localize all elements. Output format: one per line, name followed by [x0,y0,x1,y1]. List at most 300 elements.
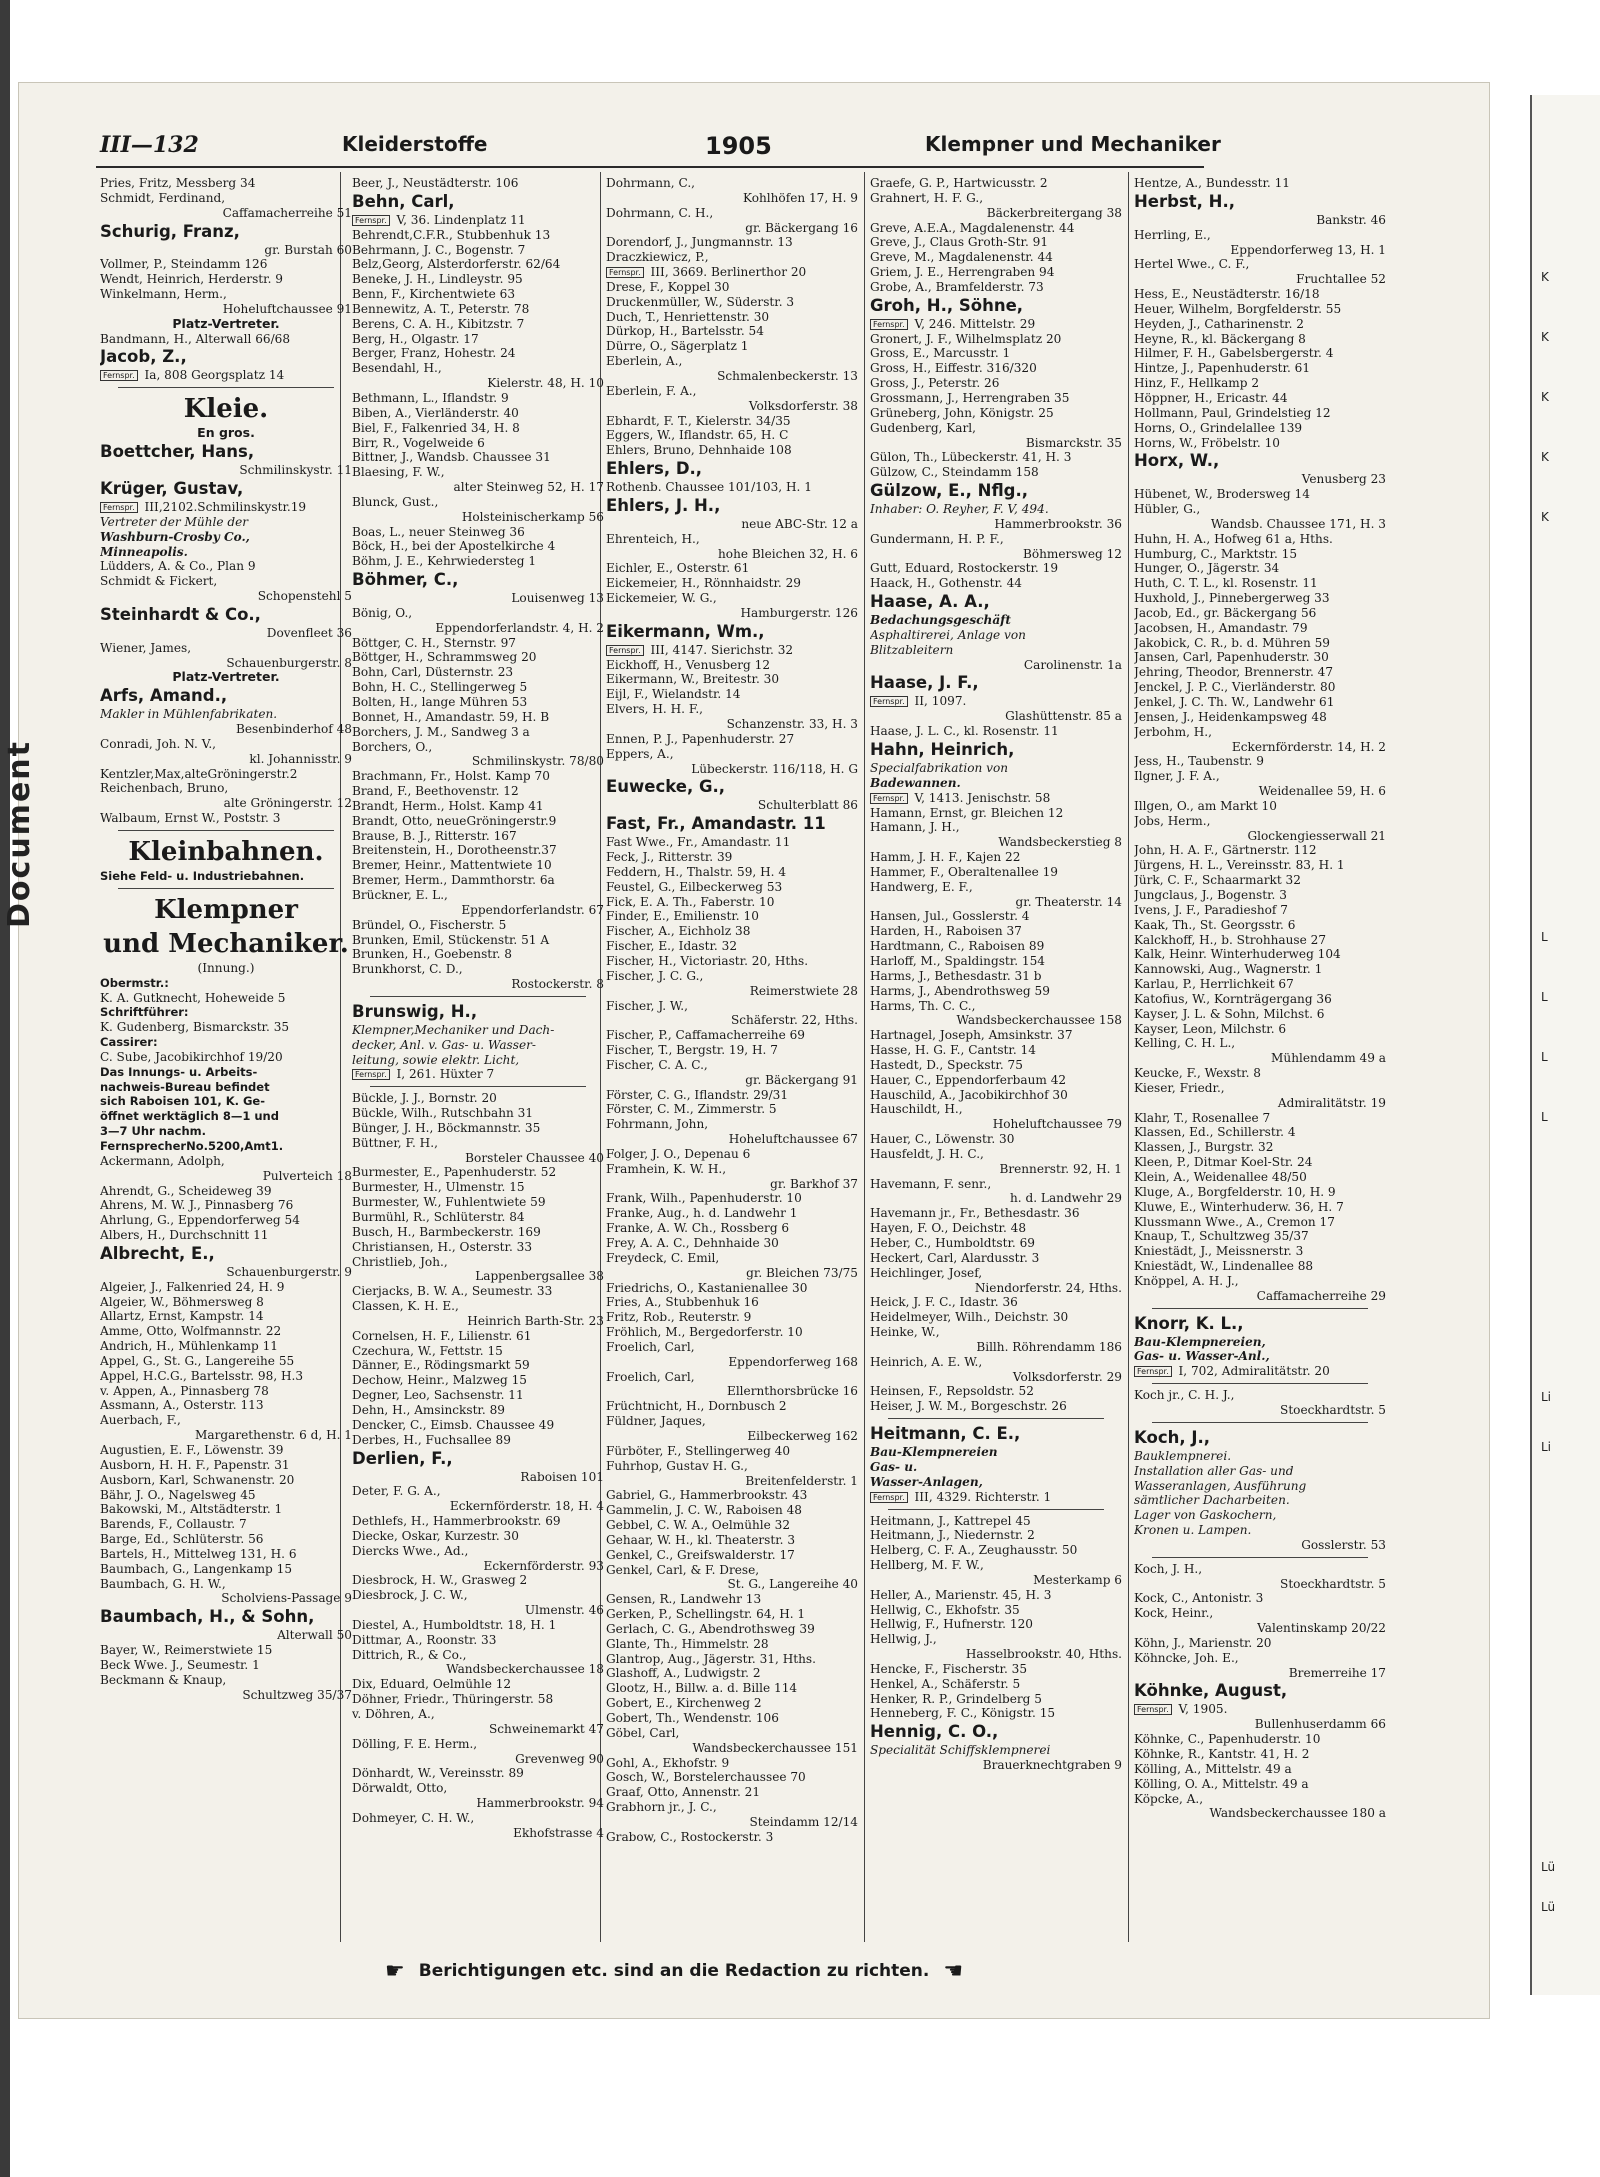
directory-line: Hoheluftchaussee 79 [992,1117,1122,1132]
directory-line: Auerbach, F., [100,1413,181,1428]
firm-name: Gülzow, E., Nflg., [870,481,1029,501]
directory-line: Allartz, Ernst, Kampstr. 14 [100,1309,264,1324]
directory-line: Fernspr. III, 3669. Berlinerthor 20 [606,265,858,280]
directory-line: Franke, Aug., h. d. Landwehr 1 [606,1206,798,1221]
directory-line: Jakobick, C. R., b. d. Mühren 59 [1134,635,1330,650]
entry-separator [888,1418,1104,1419]
directory-line: Dürre, O., Sägerplatz 1 [606,339,749,354]
directory-line: Köpcke, A., [1134,1791,1204,1806]
directory-line: Fürböter, F., Stellingerweg 40 [606,1443,791,1458]
entry-separator [888,1509,1104,1510]
directory-line: Breitenfelderstr. 1 [745,1473,858,1488]
firm-name: Hahn, Heinrich, [870,740,1015,759]
directory-line: Bünger, J. H., Böckmannstr. 35 [352,1120,541,1135]
directory-line: Heinsen, F., Repsoldstr. 52 [870,1384,1034,1399]
directory-line: Minneapolis. [100,544,188,559]
directory-line: Kock, C., Antonistr. 3 [1134,1591,1264,1606]
firm-name: Knorr, K. L., [1134,1313,1244,1333]
directory-line: Eickemeier, W. G., [606,591,717,606]
directory-line: Fruchtallee 52 [1296,272,1386,287]
directory-line: Hausfeldt, J. H. C., [870,1146,984,1161]
telephone-icon: Fernspr. [606,645,644,656]
directory-line: Ahrens, M. W. J., Pinnasberg 76 [100,1198,294,1213]
directory-line: Hintze, J., Papenhuderstr. 61 [1134,361,1311,376]
directory-line: Bönig, O., [352,605,413,620]
directory-line: Andrich, H., Mühlenkamp 11 [100,1339,278,1354]
directory-line: Heitmann, J., Kattrepel 45 [870,1513,1031,1528]
directory-line: Bandmann, H., Alterwall 66/68 [100,331,291,346]
directory-line: gr. Burstah 60 [264,242,352,257]
directory-line: Hauschild, A., Jacobikirchhof 30 [870,1087,1068,1102]
directory-line: Rostockerstr. 8 [511,977,604,992]
directory-line: Glantrop, Aug., Jägerstr. 31, Hths. [606,1651,816,1666]
directory-line: Eickemeier, H., Rönnhaidstr. 29 [606,576,801,591]
directory-line: Gammelin, J. C. W., Raboisen 48 [606,1503,803,1518]
directory-line: Weidenallee 59, H. 6 [1258,784,1386,799]
directory-line: Gas- u. [870,1459,918,1474]
directory-line: Fischer, T., Bergstr. 19, H. 7 [606,1043,778,1058]
directory-line: Vollmer, P., Steindamm 126 [100,257,268,272]
directory-line: Pries, Fritz, Messberg 34 [100,176,256,190]
directory-line: Cornelsen, H. F., Lilienstr. 61 [352,1328,532,1343]
telephone-icon: Fernspr. [1134,1366,1172,1377]
directory-line: Schanzenstr. 33, H. 3 [726,717,858,731]
directory-column-4 [870,176,1122,1966]
directory-line: Blaesing, F. W., [352,465,445,480]
firm-name: Schurig, Franz, [100,221,240,241]
directory-line: Glashüttenstr. 85 a [1005,709,1122,724]
facing-page-letter: K [1541,330,1549,344]
directory-line: Diecke, Oskar, Kurzestr. 30 [352,1528,519,1543]
directory-line: Mesterkamp 6 [1033,1572,1122,1587]
directory-line: Heick, J. F. C., Idastr. 36 [870,1295,1018,1310]
directory-line: neue ABC-Str. 12 a [741,516,858,531]
directory-line: Badewannen. [870,775,961,790]
directory-line: Grabow, C., Rostockerstr. 3 [606,1829,774,1844]
directory-line: Burmühl, R., Schlüterstr. 84 [352,1210,525,1224]
directory-line: Schultzweg 35/37 [242,1687,352,1702]
directory-line: gr. Bleichen 73/75 [746,1265,858,1280]
directory-line: FernsprecherNo.5200,Amt1. [100,1138,284,1153]
directory-line: Froelich, Carl, [606,1339,695,1354]
directory-line: Jenckel, J. P. C., Vierländerstr. 80 [1134,680,1336,695]
directory-line: Specialität Schiffsklempnerei [870,1743,1051,1758]
directory-line: öffnet werktäglich 8—1 und [100,1109,279,1124]
section-heading: En gros. [197,425,255,441]
directory-line: Stoeckhardtstr. 5 [1280,1576,1386,1591]
directory-line: Kelling, C. H. L., [1134,1036,1236,1051]
directory-line: Fischer, J. C. G., [606,968,704,983]
directory-line: Algeier, J., Falkenried 24, H. 9 [100,1279,285,1294]
directory-line: Jacob, Ed., gr. Bäckergang 56 [1134,605,1317,620]
directory-line: Hamm, J. H. F., Kajen 22 [870,850,1021,865]
directory-line: Billh. Röhrendamm 186 [976,1339,1122,1354]
directory-line: Dörwaldt, Otto, [352,1781,448,1796]
directory-line: Bartels, H., Mittelweg 131, H. 6 [100,1546,297,1561]
directory-line: Knaup, T., Schultzweg 35/37 [1134,1229,1309,1244]
directory-line: Blunck, Gust., [352,494,439,509]
entry-separator [118,830,334,831]
directory-line: Caffamacherreihe 51 [222,205,352,220]
directory-line: Kaak, Th., St. Georgsstr. 6 [1134,917,1296,932]
directory-line: Winkelmann, Herm., [100,287,227,302]
directory-line: h. d. Landwehr 29 [1010,1191,1122,1206]
directory-line: Fischer, P., Caffamacherreihe 69 [606,1028,805,1043]
directory-line: Duch, T., Henriettenstr. 30 [606,309,770,324]
firm-name: Krüger, Gustav, [100,478,244,498]
directory-line: Cassirer: [100,1035,158,1050]
directory-line: Dencker, C., Eimsb. Chaussee 49 [352,1417,555,1432]
section-heading: Platz-Vertreter. [172,669,280,685]
directory-line: Kluge, A., Borgfelderstr. 10, H. 9 [1134,1184,1336,1199]
directory-line: nachweis-Bureau befindet [100,1079,270,1094]
directory-line: Wiener, James, [100,640,192,655]
directory-line: Blitzableitern [870,642,954,657]
entry-separator [1152,1308,1368,1309]
directory-line: Kock, Heinr., [1134,1606,1214,1621]
header-rule [96,166,1204,168]
directory-line: Heinrich, A. E. W., [870,1354,983,1369]
directory-line: Frey, A. A. C., Dehnhaide 30 [606,1236,779,1250]
directory-line: Eberlein, A., [606,354,683,369]
directory-line: Haack, H., Gothenstr. 44 [870,576,1022,591]
directory-line: Hoheluftchaussee 91 [222,301,352,316]
directory-line: Knöppel, A. H. J., [1134,1273,1239,1288]
directory-line: Hübler, G., [1134,502,1201,517]
telephone-icon: Fernspr. [870,1492,908,1503]
directory-line: Folger, J. O., Depenau 6 [606,1146,751,1161]
directory-line: Barends, F., Collaustr. 7 [100,1517,247,1532]
directory-line: Installation aller Gas- und [1134,1463,1294,1478]
firm-name: Derlien, F., [352,1448,453,1468]
directory-line: Specialfabrikation von [870,761,1009,775]
directory-line: Eppendorferweg 168 [728,1354,858,1369]
directory-line: Schauenburgerstr. 8 [226,655,352,670]
directory-line: Benn, F., Kirchentwiete 63 [352,287,516,302]
directory-line: Jürgens, H. L., Vereinsstr. 83, H. 1 [1134,858,1345,873]
directory-line: Bayer, W., Reimerstwiete 15 [100,1643,273,1658]
directory-line: Ivens, J. F., Paradieshof 7 [1134,902,1288,917]
directory-line: Horns, W., Fröbelstr. 10 [1134,435,1280,450]
directory-line: Brandt, Herm., Holst. Kamp 41 [352,798,544,813]
directory-line: Brand, F., Beethovenstr. 12 [352,784,519,799]
directory-line: Brachmann, Fr., Holst. Kamp 70 [352,769,550,784]
directory-line: decker, Anl. v. Gas- u. Wasser- [352,1037,536,1052]
firm-name: Behn, Carl, [352,191,455,211]
directory-line: Fernspr. V, 1413. Jenischstr. 58 [870,791,1122,806]
directory-line: Klassen, J., Burgstr. 32 [1134,1140,1274,1155]
directory-line: Czechura, W., Fettstr. 15 [352,1343,503,1358]
directory-line: Eberlein, F. A., [606,383,697,398]
directory-line: Kölling, O. A., Mittelstr. 49 a [1134,1776,1309,1791]
directory-line: Washburn-Crosby Co., [100,529,250,544]
section-heading: Klempner [154,894,298,925]
directory-line: Ackermann, Adolph, [100,1153,225,1168]
telephone-icon: Fernspr. [100,502,138,513]
directory-line: Wandsbeckerchaussee 158 [956,1013,1122,1028]
directory-line: Klussmann Wwe., A., Cremon 17 [1134,1214,1335,1229]
directory-line: Dohrmann, C. H., [606,205,714,220]
directory-line: Kniestädt, W., Lindenallee 88 [1134,1259,1314,1274]
directory-line: Heinke, W., [870,1325,940,1340]
directory-line: Böttger, C. H., Sternstr. 97 [352,635,516,650]
directory-line: Ahrendt, G., Scheideweg 39 [100,1183,272,1198]
directory-line: Louisenweg 13 [511,591,604,606]
directory-line: Admiralitätstr. 19 [1277,1095,1386,1110]
directory-line: Brauerknechtgraben 9 [982,1758,1122,1773]
directory-line: Besenbinderhof 48 [235,722,352,737]
directory-line: Lübeckerstr. 116/118, H. G [691,761,858,776]
directory-line: Kölling, A., Mittelstr. 49 a [1134,1761,1292,1776]
directory-line: Hellwig, F., Hufnerstr. 120 [870,1617,1033,1632]
directory-line: Ehlers, Bruno, Dehnhaide 108 [606,443,792,458]
directory-line: Hübenet, W., Brodersweg 14 [1134,487,1310,502]
directory-line: Scholviens-Passage 9 [221,1591,352,1606]
entry-separator [1152,1557,1368,1558]
directory-line: Raboisen 101 [520,1469,604,1484]
directory-line: Gross, H., Eiffestr. 316/320 [870,361,1037,376]
directory-line: Keucke, F., Wexstr. 8 [1134,1066,1261,1081]
directory-line: Hauer, C., Eppendorferbaum 42 [870,1072,1067,1087]
directory-line: Dix, Eduard, Oelmühle 12 [352,1677,512,1692]
directory-line: Bückle, J. J., Bornstr. 20 [352,1091,497,1106]
directory-line: Diestel, A., Humboldtstr. 18, H. 1 [352,1617,557,1632]
directory-line: Hardtmann, C., Raboisen 89 [870,939,1045,954]
directory-line: Fast Wwe., Fr., Amandastr. 11 [606,835,791,850]
directory-line: Katofius, W., Kornträgergang 36 [1134,991,1332,1006]
directory-line: Eppers, A., [606,746,674,761]
firm-name: Böhmer, C., [352,570,459,590]
directory-line: Gross, E., Marcusstr. 1 [870,346,1011,361]
directory-line: Hellberg, M. F. W., [870,1558,984,1573]
directory-line: Wendt, Heinrich, Herderstr. 9 [100,272,284,287]
directory-line: Herrling, E., [1134,227,1211,242]
directory-line: Behrmann, J. C., Bogenstr. 7 [352,242,526,257]
telephone-icon: Fernspr. [1134,1704,1172,1715]
directory-line: Freydeck, C. Emil, [606,1250,720,1265]
directory-line: Kannowski, Aug., Wagnerstr. 1 [1134,962,1323,977]
directory-line: Eijl, F., Wielandstr. 14 [606,687,741,702]
directory-line: Gebbel, C. W. A., Oelmühle 32 [606,1518,791,1533]
directory-line: Hencke, F., Fischerstr. 35 [870,1661,1028,1676]
directory-line: Heyden, J., Catharinenstr. 2 [1134,316,1304,331]
directory-line: Berg, H., Olgastr. 17 [352,331,479,346]
directory-line: Das Innungs- u. Arbeits- [100,1064,258,1079]
directory-line: Burmester, H., Ulmenstr. 15 [352,1180,525,1195]
directory-line: Hollmann, Paul, Grindelstieg 12 [1134,405,1331,420]
directory-line: Schmalenbeckerstr. 13 [717,368,858,383]
facing-page-letter: Lü [1541,1900,1556,1914]
directory-line: Helberg, C. F. A., Zeughausstr. 50 [870,1543,1078,1558]
telephone-icon: Fernspr. [870,696,908,707]
directory-line: Jensen, J., Heidenkampsweg 48 [1134,709,1327,724]
directory-line: Asphaltirerei, Anlage von [870,627,1026,642]
directory-line: Bullenhuserdamm 66 [1254,1717,1386,1732]
directory-line: Gehaar, W. H., kl. Theaterstr. 3 [606,1532,796,1547]
directory-line: Genkel, C., Greifswalderstr. 17 [606,1547,795,1562]
directory-line: Hammer, F., Oberaltenallee 19 [870,864,1059,879]
directory-line: Köhnke, C., Papenhuderstr. 10 [1134,1732,1321,1747]
directory-line: Hamann, Ernst, gr. Bleichen 12 [870,805,1064,820]
directory-line: Brandt, Otto, neueGröningerstr.9 [352,813,557,828]
directory-line: v. Döhren, A., [352,1707,435,1721]
directory-line: Draczkiewicz, P., [606,250,709,265]
directory-line: Appel, H.C.G., Bartelsstr. 98, H.3 [100,1368,304,1383]
directory-line: gr. Bäckergang 16 [745,220,858,235]
directory-line: Kohlhöfen 17, H. 9 [743,190,858,205]
directory-line: Barge, Ed., Schlüterstr. 56 [100,1532,264,1547]
directory-line: Köhncke, Joh. E., [1134,1650,1239,1665]
directory-line: Jansen, Carl, Papenhuderstr. 30 [1134,650,1329,665]
directory-line: Schopenstehl 5 [257,589,352,604]
directory-line: Dorendorf, J., Jungmannstr. 13 [606,235,793,250]
directory-line: Heidelmeyer, Wilh., Deichstr. 30 [870,1310,1069,1325]
directory-line: Jürk, C. F., Schaarmarkt 32 [1134,873,1301,888]
directory-line: Gosch, W., Borstelerchaussee 70 [606,1770,806,1785]
directory-line: Ulmenstr. 46 [524,1603,604,1618]
directory-line: Bedachungsgeschäft [870,613,1011,628]
directory-line: Brunken, Emil, Stückenstr. 51 A [352,932,550,947]
directory-line: Burmester, W., Fuhlentwiete 59 [352,1195,546,1210]
directory-line: K. Gudenberg, Bismarckstr. 35 [100,1020,290,1035]
directory-line: Obermstr.: [100,975,169,990]
firm-name: Fast, Fr., Amandastr. 11 [606,814,826,834]
directory-line: Schmidt, Ferdinand, [100,190,226,205]
telephone-icon: Fernspr. [870,793,908,804]
directory-line: Genkel, Carl, & F. Drese, [606,1562,760,1577]
directory-line: Gerlach, C. G., Abendrothsweg 39 [606,1621,815,1636]
directory-line: Breitenstein, H., Dorotheenstr.37 [352,843,557,858]
directory-line: Elvers, H. H. F., [606,702,704,717]
directory-line: Jobs, Herm., [1134,813,1211,828]
directory-line: Hauer, C., Löwenstr. 30 [870,1132,1015,1147]
directory-line: Appel, G., St. G., Langereihe 55 [100,1353,295,1368]
directory-line: Berger, Franz, Hohestr. 24 [352,346,516,361]
directory-line: Fernspr. I, 261. Hüxter 7 [352,1067,604,1082]
directory-line: Hess, E., Neustädterstr. 16/18 [1134,287,1320,302]
directory-line: John, H. A. F., Gärtnerstr. 112 [1134,843,1317,858]
directory-column-5 [1134,176,1386,1966]
directory-line: Jenkel, J. C. Th. W., Landwehr 61 [1134,695,1335,709]
directory-line: Greve, A.E.A., Magdalenenstr. 44 [870,220,1075,235]
directory-line: Köhnke, R., Kantstr. 41, H. 2 [1134,1747,1310,1761]
directory-line: Kielerstr. 48, H. 10 [487,376,604,391]
directory-line: Eppendorferweg 13, H. 1 [1230,242,1386,257]
directory-line: Bründel, O., Fischerstr. 5 [352,917,507,932]
directory-line: Algeier, W., Böhmersweg 8 [100,1294,264,1309]
entry-separator [370,996,586,997]
directory-line: Gensen, R., Landwehr 13 [606,1592,762,1607]
directory-line: Birr, R., Vogelweide 6 [352,435,485,450]
firm-name: Euwecke, G., [606,777,726,797]
firm-name: Boettcher, Hans, [100,442,255,462]
directory-line: Bennewitz, A. T., Peterstr. 78 [352,301,530,316]
directory-line: Heller, A., Marienstr. 45, H. 3 [870,1587,1052,1602]
directory-line: kl. Johannisstr. 9 [249,751,352,766]
directory-line: Bethmann, L., Iflandstr. 9 [352,390,509,405]
directory-line: Harms, J., Abendrothsweg 59 [870,983,1050,998]
directory-line: Bähr, J. O., Nagelsweg 45 [100,1487,256,1502]
directory-line: Förster, C. G., Iflandstr. 29/31 [606,1087,789,1102]
directory-line: Fernspr. III, 4147. Sierichstr. 32 [606,643,858,658]
directory-line: Klahr, T., Rosenallee 7 [1134,1110,1271,1125]
directory-line: Makler in Mühlenfabrikaten. [100,707,278,722]
entry-separator [370,1086,586,1087]
directory-line: Beneke, J. H., Lindleystr. 95 [352,272,523,287]
directory-line: Conradi, Joh. N. V., [100,736,217,751]
directory-line: Bismarckstr. 35 [1025,435,1122,450]
directory-line: Frank, Wilh., Papenhuderstr. 10 [606,1191,802,1206]
directory-line: Wandsbeckerchaussee 180 a [1209,1806,1386,1821]
facing-page-letter: L [1541,990,1548,1004]
directory-line: Bau-Klempnereien, [1134,1334,1266,1349]
spine-label: Document [2,740,37,928]
directory-line: Friedrichs, O., Kastanienallee 30 [606,1280,808,1295]
directory-line: Ekhofstrasse 4 [513,1825,604,1840]
directory-line: Christlieb, Joh., [352,1254,448,1269]
directory-line: Wasser-Anlagen, [870,1474,983,1489]
directory-line: Beck Wwe. J., Seumestr. 1 [100,1657,260,1672]
firm-name: Ehlers, D., [606,459,703,479]
directory-line: Hellwig, C., Ekhofstr. 35 [870,1602,1020,1617]
directory-line: Böhm, J. E., Kehrwiedersteg 1 [352,554,537,569]
directory-line: Schmilinskystr. 11 [239,463,352,478]
firm-name: Eikermann, Wm., [606,621,765,641]
directory-line: Fuhrhop, Gustav H. G., [606,1458,748,1473]
directory-line: Siehe Feld- u. Industriebahnen. [100,869,305,883]
directory-line: Schmilinskystr. 78/80 [471,754,604,769]
directory-line: Dölling, F. E. Herm., [352,1736,478,1751]
directory-line: Jerbohm, H., [1134,724,1212,739]
directory-line: hohe Bleichen 32, H. 6 [718,546,858,561]
directory-line: Feck, J., Ritterstr. 39 [606,850,733,865]
firm-name: Hennig, C. O., [870,1722,999,1742]
directory-line: Stoeckhardtstr. 5 [1280,1402,1386,1417]
directory-line: Böck, H., bei der Apostelkirche 4 [352,539,556,554]
directory-line: Hamburgerstr. 126 [740,605,858,620]
directory-line: Beckmann & Knaup, [100,1672,227,1687]
firm-name: Groh, H., Söhne, [870,295,1024,315]
directory-line: Kayser, J. L. & Sohn, Milchst. 6 [1134,1006,1325,1021]
directory-line: Brückner, E. L., [352,887,448,902]
directory-column-3 [606,176,858,1966]
firm-name: Heitmann, C. E., [870,1424,1021,1444]
directory-line: Eppendorferlandstr. 67 [461,902,604,917]
directory-line: Fröhlich, M., Bergedorferstr. 10 [606,1325,803,1340]
directory-line: Steindamm 12/14 [749,1814,858,1829]
directory-line: Grabhorn jr., J. C., [606,1800,717,1815]
directory-line: Fischer, J. W., [606,998,688,1013]
directory-line: Klein, A., Weidenallee 48/50 [1134,1170,1307,1184]
directory-column-1 [100,176,352,1966]
directory-line: Eilbeckerweg 162 [747,1428,858,1443]
directory-line: Havemann, F. senr., [870,1176,992,1191]
directory-line: Jess, H., Taubenstr. 9 [1134,754,1264,769]
firm-name: Arfs, Amand., [100,686,228,706]
directory-line: Rothenb. Chaussee 101/103, H. 1 [606,480,812,495]
directory-line: Bohn, H. C., Stellingerweg 5 [352,680,528,695]
directory-line: Fischer, A., Eichholz 38 [606,924,751,939]
directory-line: Busch, H., Barmbeckerstr. 169 [352,1224,541,1239]
directory-line: Heichlinger, Josef, [870,1265,983,1280]
directory-line: Brause, B. J., Ritterstr. 167 [352,828,517,843]
section-heading: Platz-Vertreter. [172,315,280,331]
directory-line: Huhn, H. A., Hofweg 61 a, Hths. [1134,531,1333,546]
firm-name: Ehlers, J. H., [606,495,721,515]
directory-line: Ehrenteich, H., [606,531,700,546]
directory-line: Carolinenstr. 1a [1023,657,1122,672]
firm-name: Haase, J. F., [870,673,979,693]
